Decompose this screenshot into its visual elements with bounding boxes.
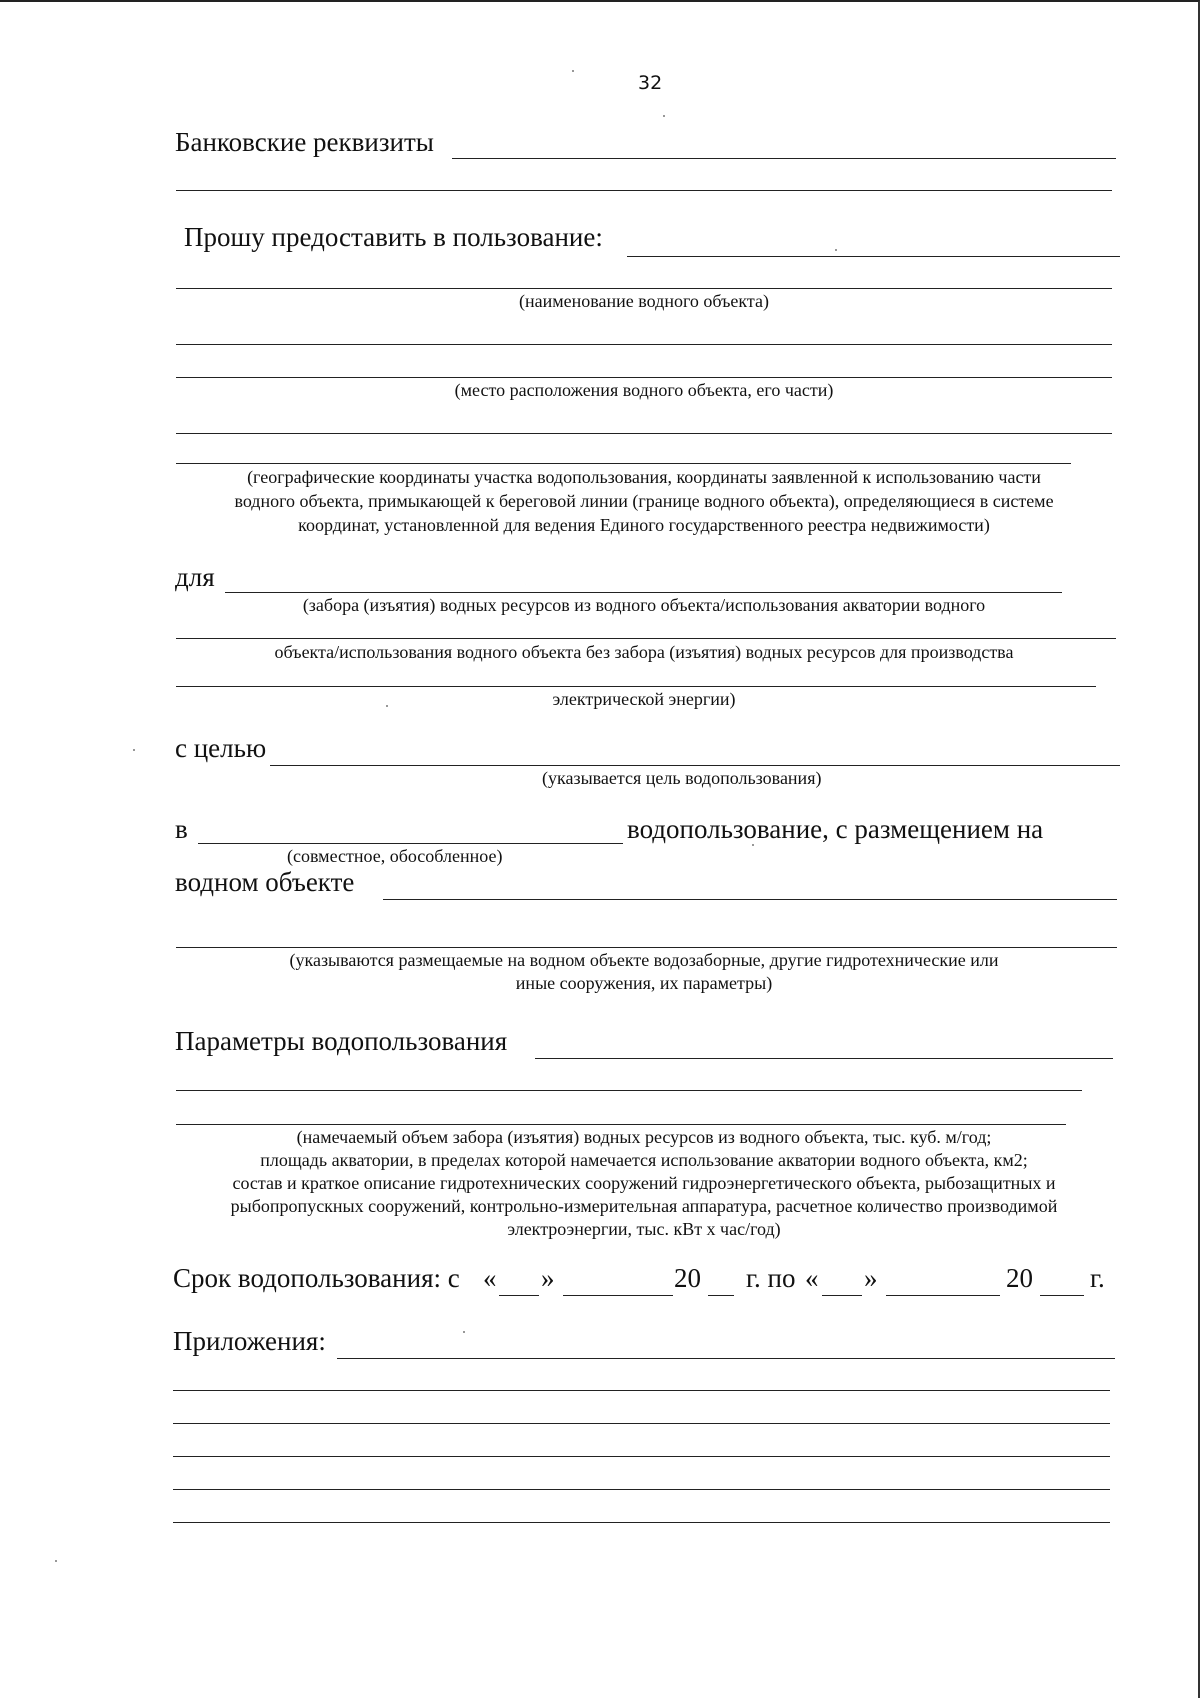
term-label: Срок водопользования: с <box>173 1263 460 1293</box>
term-from-year-field[interactable] <box>708 1295 734 1296</box>
term-to-day-field[interactable] <box>822 1295 862 1296</box>
scan-speck <box>572 70 574 72</box>
use-type-field-3[interactable] <box>176 686 1096 687</box>
term-to-label: г. по <box>746 1263 796 1293</box>
scan-speck <box>752 844 754 846</box>
scan-speck <box>133 749 135 751</box>
parameters-field-3[interactable] <box>176 1124 1066 1125</box>
usage-type-hint: (совместное, обособленное) <box>287 846 503 866</box>
usage-prefix: в <box>175 814 188 844</box>
parameters-field-2[interactable] <box>176 1090 1082 1091</box>
scan-speck <box>55 1560 57 1562</box>
location-hint: (место расположения водного объекта, его части) <box>454 380 834 400</box>
appendix-field-6[interactable] <box>173 1522 1110 1523</box>
appendix-field-2[interactable] <box>173 1390 1110 1391</box>
term-to-year-field[interactable] <box>1040 1295 1084 1296</box>
appendix-field-4[interactable] <box>173 1456 1110 1457</box>
coordinates-hint-line-3: координат, установленной для ведения Единого государственного реестра недвижимости) <box>298 515 990 535</box>
usage-type-field[interactable] <box>198 843 623 844</box>
term-from-open-quote: « <box>483 1263 497 1293</box>
parameters-hint-line-1: (намечаемый объем забора (изъятия) водных ресурсов из водного объекта, тыс. куб. м/год; <box>296 1127 992 1147</box>
parameters-field-1[interactable] <box>535 1058 1113 1059</box>
term-from-day-field[interactable] <box>499 1295 539 1296</box>
appendix-label: Приложения: <box>173 1326 326 1356</box>
request-field[interactable] <box>627 256 1120 257</box>
appendix-field-3[interactable] <box>173 1423 1110 1424</box>
page-number: 32 <box>638 72 663 94</box>
for-label: для <box>175 562 215 592</box>
term-to-open-quote: « <box>805 1263 819 1293</box>
location-field-2[interactable] <box>176 377 1112 378</box>
usage-suffix: водопользование, с размещением на <box>627 814 1044 844</box>
scan-speck <box>386 705 388 707</box>
term-from-close-quote: » <box>541 1263 555 1293</box>
bank-details-field-2[interactable] <box>176 190 1112 191</box>
scan-speck <box>463 1331 465 1333</box>
appendix-field-5[interactable] <box>173 1489 1110 1490</box>
structures-field-1[interactable] <box>383 899 1117 900</box>
coordinates-hint-line-1: (географические координаты участка водопользования, координаты заявленной к использованию части <box>247 467 1041 487</box>
parameters-hint-line-3: состав и краткое описание гидротехнических сооружений гидроэнергетического объекта, рыбозащитных и <box>232 1173 1056 1193</box>
scan-speck <box>663 115 665 117</box>
water-object-label: водном объекте <box>175 867 355 897</box>
coordinates-field-2[interactable] <box>176 463 1071 464</box>
parameters-label: Параметры водопользования <box>175 1026 508 1056</box>
use-type-field-2[interactable] <box>176 638 1116 639</box>
coordinates-hint-line-2: водного объекта, примыкающей к береговой линии (границе водного объекта), определяющиеся в системе <box>234 491 1054 511</box>
location-field-1[interactable] <box>176 344 1112 345</box>
appendix-field-1[interactable] <box>337 1358 1115 1359</box>
purpose-field[interactable] <box>270 765 1120 766</box>
bank-details-label: Банковские реквизиты <box>175 127 434 157</box>
parameters-hint-line-2: площадь акватории, в пределах которой намечается использование акватории водного объекта, км2; <box>260 1150 1028 1170</box>
term-from-month-field[interactable] <box>563 1295 673 1296</box>
water-object-name-hint: (наименование водного объекта) <box>519 291 769 311</box>
structures-hint-line-2: иные сооружения, их параметры) <box>515 973 773 993</box>
bank-details-field-1[interactable] <box>452 158 1116 159</box>
water-object-name-field[interactable] <box>176 288 1112 289</box>
parameters-hint-line-5: электроэнергии, тыс. кВт х час/год) <box>507 1219 781 1239</box>
term-to-close-quote: » <box>864 1263 878 1293</box>
structures-hint-line-1: (указываются размещаемые на водном объекте водозаборные, другие гидротехнические или <box>289 950 999 970</box>
request-label: Прошу предоставить в пользование: <box>184 222 603 252</box>
term-to-year-prefix: 20 <box>1006 1263 1033 1293</box>
term-end-suffix: г. <box>1090 1263 1105 1293</box>
coordinates-field-1[interactable] <box>176 433 1112 434</box>
use-type-hint-line-2: объекта/использования водного объекта без забора (изъятия) водных ресурсов для производства <box>274 642 1014 662</box>
term-to-month-field[interactable] <box>886 1295 1000 1296</box>
purpose-label: с целью <box>175 733 267 763</box>
use-type-field-1[interactable] <box>225 592 1062 593</box>
use-type-hint-line-3: электрической энергии) <box>552 689 736 709</box>
term-from-year-prefix: 20 <box>674 1263 701 1293</box>
scan-speck <box>835 249 837 251</box>
structures-field-2[interactable] <box>176 947 1117 948</box>
use-type-hint-line-1: (забора (изъятия) водных ресурсов из водного объекта/использования акватории водного <box>302 595 986 615</box>
purpose-hint: (указывается цель водопользования) <box>542 768 822 788</box>
parameters-hint-line-4: рыбопропускных сооружений, контрольно-измерительная аппаратура, расчетное количество производимой <box>230 1196 1058 1216</box>
